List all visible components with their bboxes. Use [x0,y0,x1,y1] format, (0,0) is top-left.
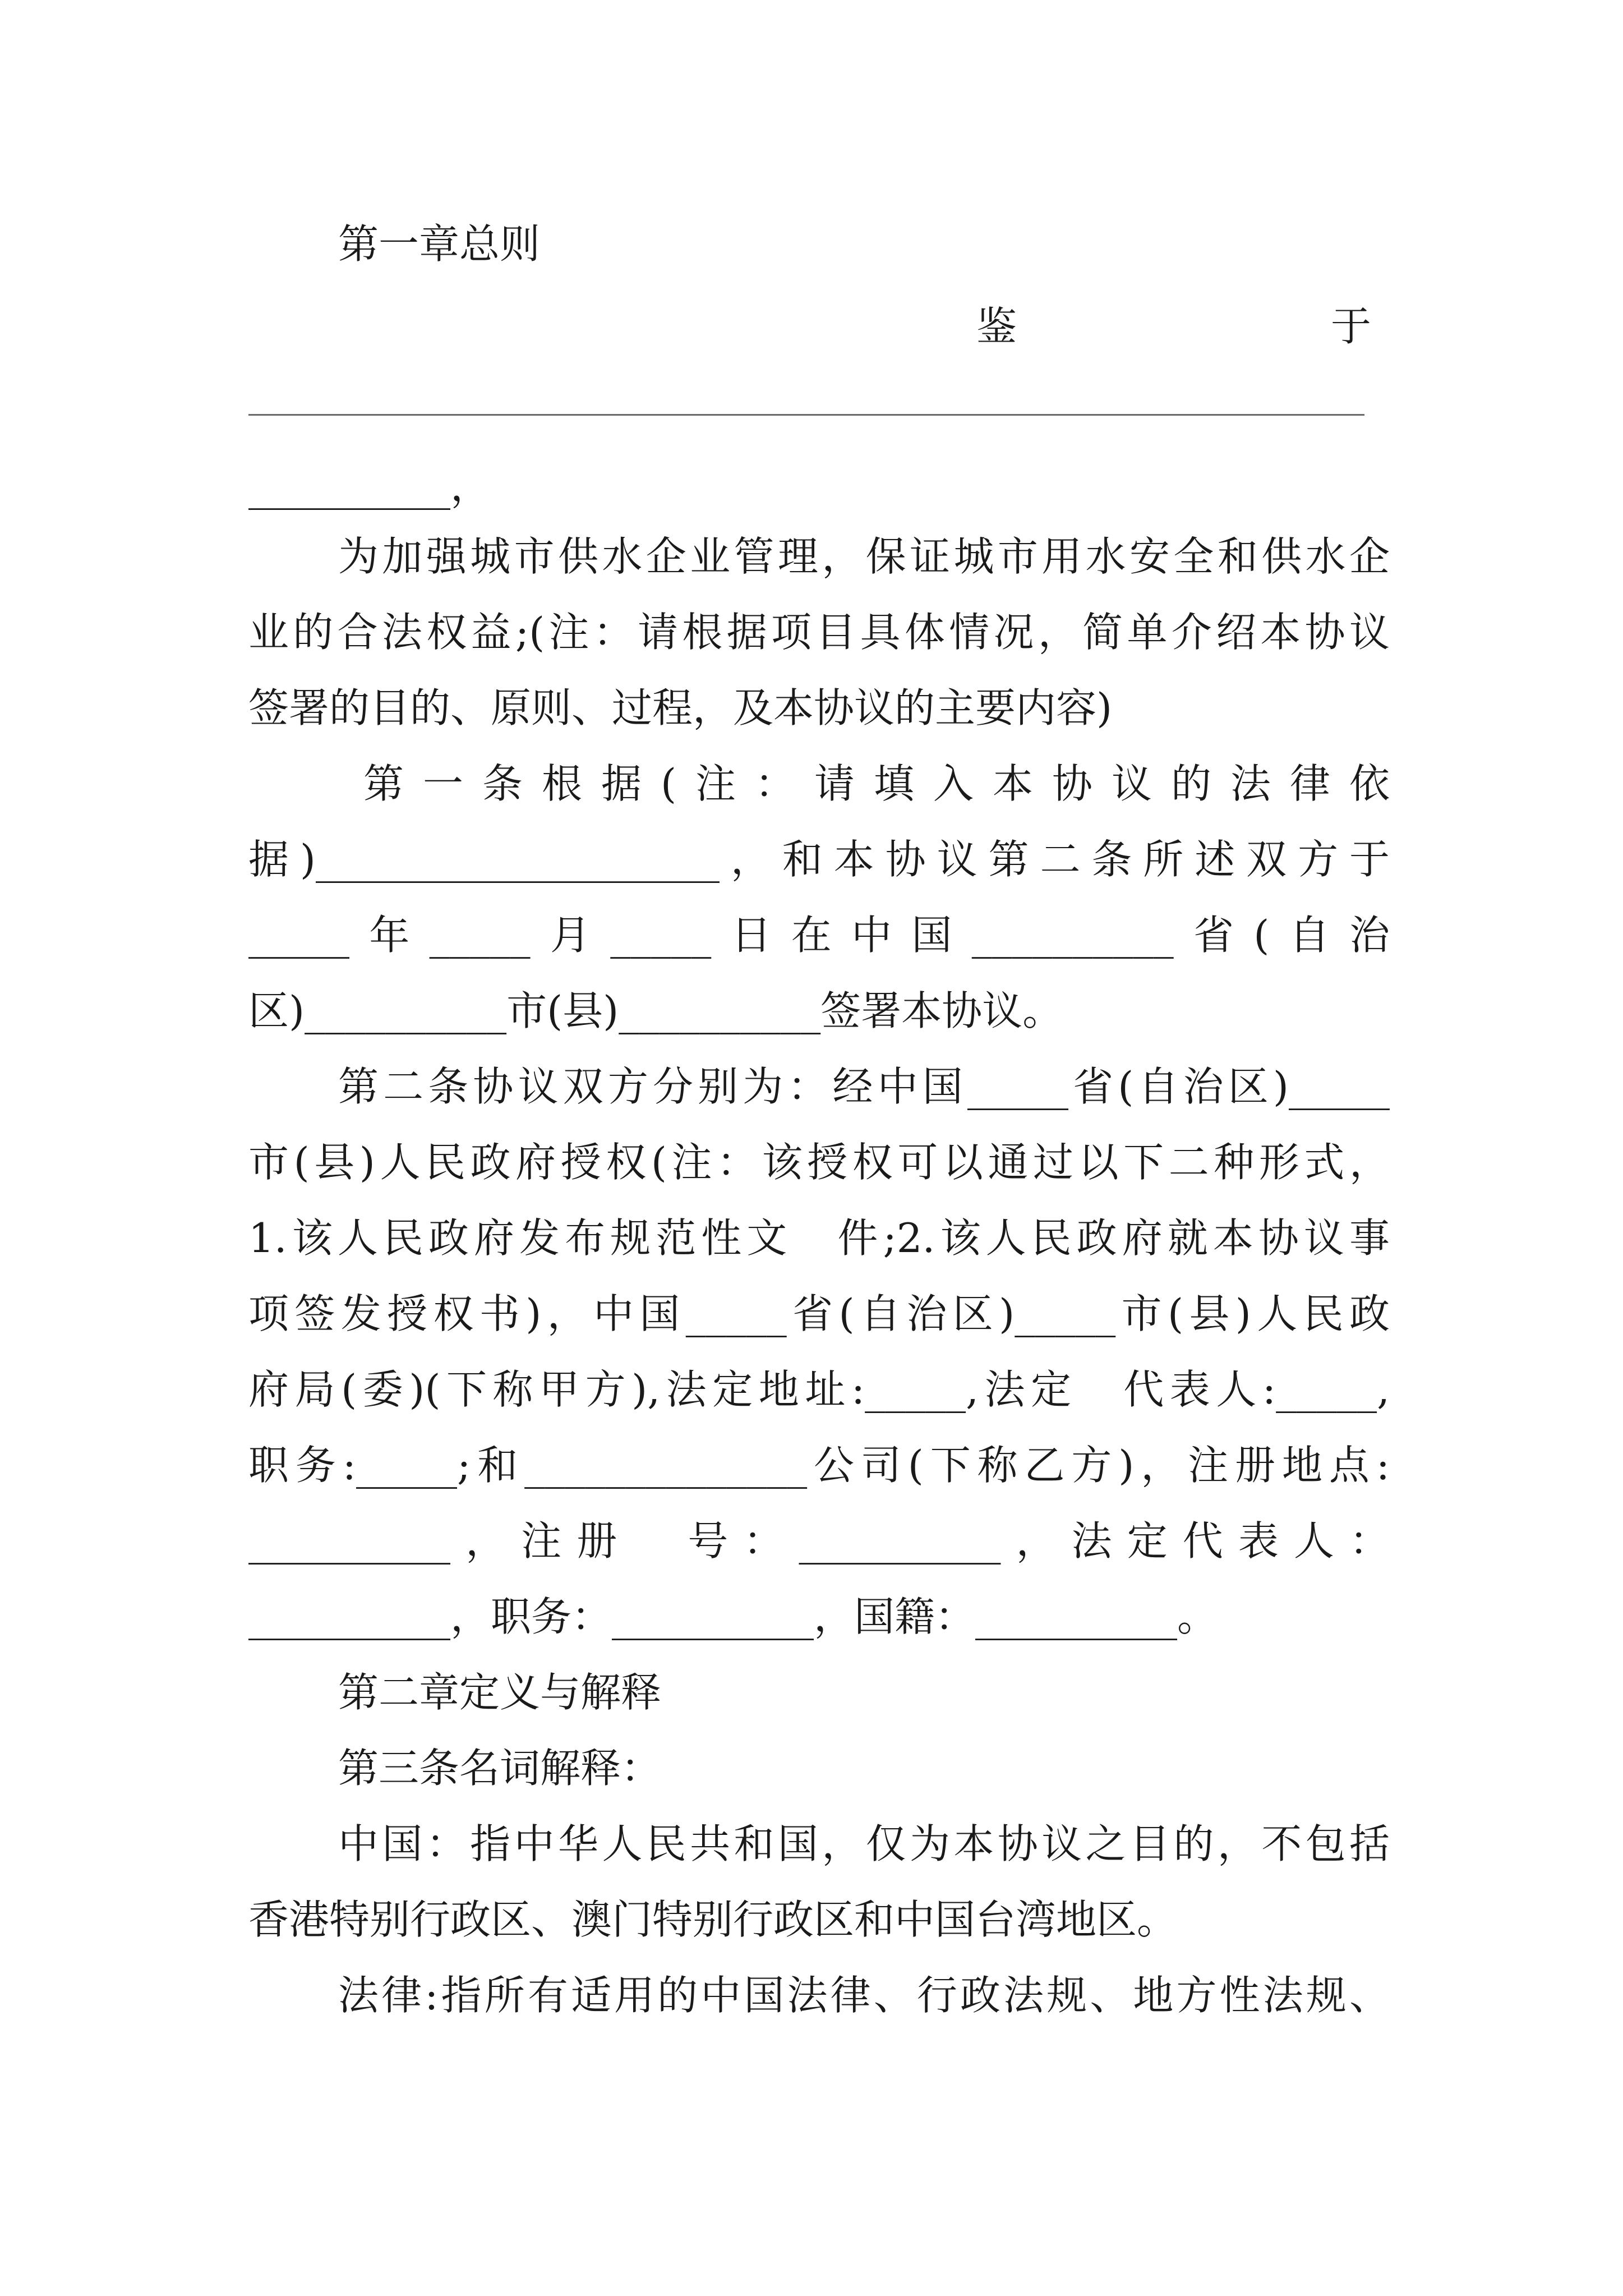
article-2-line-8: __________，职务：__________，国籍：__________。 [248,1593,1218,1640]
chapter-1-heading: 第一章总则 [338,220,541,268]
article-1-line-4: 区)__________市(县)__________签署本协议。 [248,987,1063,1034]
purpose-paragraph-line-3: 签署的目的、原则、过程，及本协议的主要内容) [248,684,1113,731]
whereas-left-char: 鉴 [976,303,1017,350]
purpose-paragraph-line-2: 业的合法权益;(注：请根据项目具体情况，简单介绍本协议 [248,609,1390,656]
article-2-line-4: 项签发授权书)，中国_____省(自治区)_____市(县)人民政 [248,1290,1390,1337]
blank-line-comma: __________， [248,463,491,510]
article-2-line-7: __________，注册 号：__________，法定代表人： [248,1517,1390,1565]
article-2-line-2: 市(县)人民政府授权(注：该授权可以通过以下二种形式， [248,1139,1390,1186]
article-1-line-2: 据)____________________，和本协议第二条所述双方于 [248,836,1390,883]
article-2-line-5: 府局(委)(下称甲方),法定地址:_____,法定 代表人:_____, [248,1366,1390,1413]
chapter-2-heading: 第二章定义与解释 [338,1669,662,1716]
definition-china-line-2: 香港特别行政区、澳门特别行政区和中国台湾地区。 [248,1896,1178,1943]
whereas-line [248,296,1390,357]
article-1-line-1: 第一条根据(注：请填入本协议的法律依 [363,760,1390,807]
definition-china-line-1: 中国：指中华人民共和国，仅为本协议之目的，不包括 [338,1820,1390,1867]
article-2-line-3: 1.该人民政府发布规范性文 件;2.该人民政府就本协议事 [248,1214,1390,1262]
article-3-heading: 第三条名词解释： [338,1745,662,1792]
article-2-line-1: 第二条协议双方分别为：经中国_____省(自治区)_____ [338,1063,1390,1110]
article-2-line-6: 职务:_____;和______________公司(下称乙方)，注册地点: [248,1442,1390,1489]
whereas-right-char: 于 [1331,303,1372,350]
blank-fill-rule [248,414,1364,416]
article-1-line-3: _____年_____月_____日在中国__________省(自治 [248,912,1390,959]
purpose-paragraph-line-1: 为加强城市供水企业管理，保证城市用水安全和供水企 [338,533,1390,580]
definition-law-line-1: 法律:指所有适用的中国法律、行政法规、地方性法规、 [338,1972,1390,2019]
